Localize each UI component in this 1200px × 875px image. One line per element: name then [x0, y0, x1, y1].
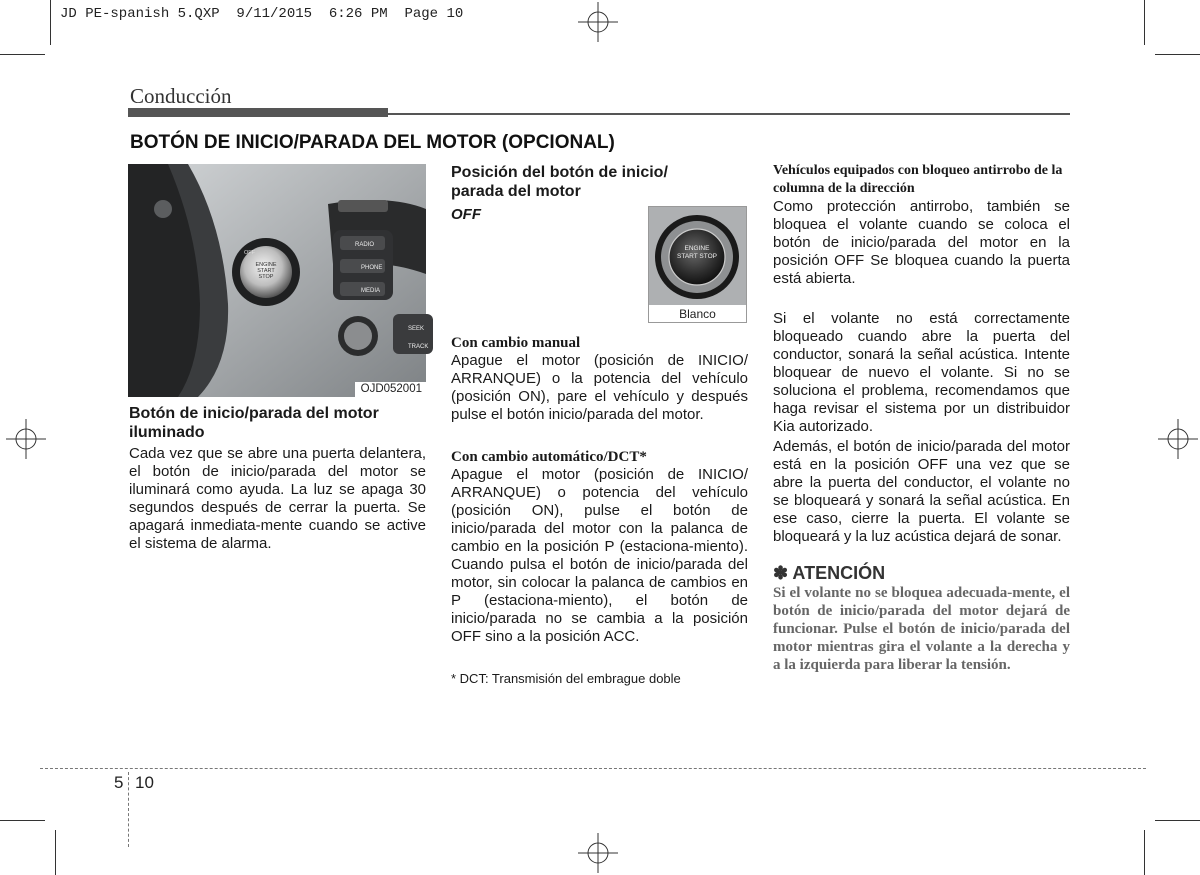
crop-mark	[55, 830, 56, 875]
crop-mark	[1144, 830, 1145, 875]
crop-mark	[1155, 820, 1200, 821]
chapter-number: 5	[114, 773, 124, 792]
page-heading: BOTÓN DE INICIO/PARADA DEL MOTOR (OPCIONAL)	[130, 132, 615, 153]
crop-mark	[0, 54, 45, 55]
page-number: 10	[135, 773, 154, 792]
manual-transmission-heading: Con cambio manual	[451, 335, 581, 351]
column-1	[129, 404, 426, 553]
automatic-transmission-heading: Con cambio automático/DCT*	[451, 449, 647, 465]
column-2	[451, 334, 748, 688]
registration-mark-icon	[1158, 419, 1198, 459]
section-title: Conducción	[130, 84, 232, 108]
registration-mark-icon	[578, 2, 618, 42]
radio-button-label: RADIO	[355, 242, 375, 248]
photo-off-label: OFF	[244, 250, 255, 256]
header-rule	[388, 113, 1070, 115]
button-position-heading: Posición del botón de inicio/ parada del motor	[451, 164, 668, 200]
footnote: * DCT: Transmisión del embrague doble	[451, 671, 681, 686]
engine-button-photo	[648, 206, 747, 323]
attention-text: Si el volante no se bloquea adecuada-mente, el botón de inicio/parada del motor dejará de funcionar. Pulse el botón de inicio/parada del motor mientras gira el volante a la derecha y a la izquierda para liberar la tensión.	[773, 585, 1070, 673]
illuminated-button-heading: Botón de inicio/parada del motor iluminado	[129, 405, 379, 441]
registration-mark-icon	[578, 833, 618, 873]
registration-mark-icon	[6, 419, 46, 459]
off-subheading: OFF	[451, 206, 481, 223]
engine-start-stop-label: ENGINE START STOP	[677, 245, 717, 260]
steering-lock-text-3: Además, el botón de inicio/parada del motor está en la posición OFF una vez que se abre la puerta del conductor, el volante no se bloqueará y sonará la señal acústica. En ese caso, cierre la puerta. El volante se bloqueará y la luz acústica dejará de sonar.	[773, 438, 1070, 545]
steering-lock-text-2: Si el volante no está correctamente bloqueado cuando abre la puerta del conductor, sonará la señal acústica. Intente bloquear de nuevo el volante. Si no se soluciona el problema, recomendamos que haga revisar el sistema por un distribuidor Kia autorizado.	[773, 310, 1070, 435]
manual-transmission-text: Apague el motor (posición de INICIO/ ARRANQUE) o la potencia del vehículo (posición ON), pare el vehículo y después pulse el botón inicio/parada del motor.	[451, 352, 748, 423]
automatic-transmission-text: Apague el motor (posición de INICIO/ ARRANQUE) o potencia del vehículo (posición ON), pulse el botón de inicio/parada del motor con la palanca de cambio en la posición P (estaciona-miento). Cuando pulsa el botón de inicio/parada del motor, sin colocar la palanca de cambios en P (estaciona-miento), el botón de inicio/parada no se cambia a la posición OFF sino a la posición ACC.	[451, 466, 748, 645]
crop-mark	[0, 820, 45, 821]
engine-start-stop-label: ENGINE START STOP	[255, 262, 277, 280]
header-rule	[128, 108, 388, 117]
crop-mark	[1155, 54, 1200, 55]
steering-lock-text-1: Como protección antirrobo, también se bloquea el volante cuando se coloca el botón de inicio/parada del motor en la posición OFF Se bloquea cuando la puerta está abierta.	[773, 198, 1070, 287]
footer-divider	[128, 772, 129, 847]
phone-button-label: PHONE	[361, 265, 383, 271]
crop-mark	[1144, 0, 1145, 45]
print-slug: JD PE-spanish 5.QXP 9/11/2015 6:26 PM Page 10	[60, 6, 464, 22]
track-button-label: TRACK	[408, 344, 429, 350]
attention-heading: ✽ ATENCIÓN	[773, 563, 886, 583]
figure-code: OJD052001	[355, 382, 426, 397]
seek-button-label: SEEK	[408, 326, 425, 332]
photo-caption: Blanco	[679, 307, 716, 321]
column-3	[773, 162, 1070, 674]
crop-mark	[50, 0, 51, 45]
footer-rule	[40, 768, 1146, 769]
media-button-label: MEDIA	[361, 288, 381, 294]
steering-lock-heading: Vehículos equipados con bloqueo antirrobo de la columna de la dirección	[773, 163, 1063, 196]
illuminated-button-text: Cada vez que se abre una puerta delantera, el botón de inicio/parada del motor se iluminará como ayuda. La luz se apaga 30 segundos después de cerrar la puerta. Se apagará inmediata-mente cuando se active el sistema de alarma.	[129, 445, 426, 552]
dashboard-photo	[128, 164, 429, 397]
